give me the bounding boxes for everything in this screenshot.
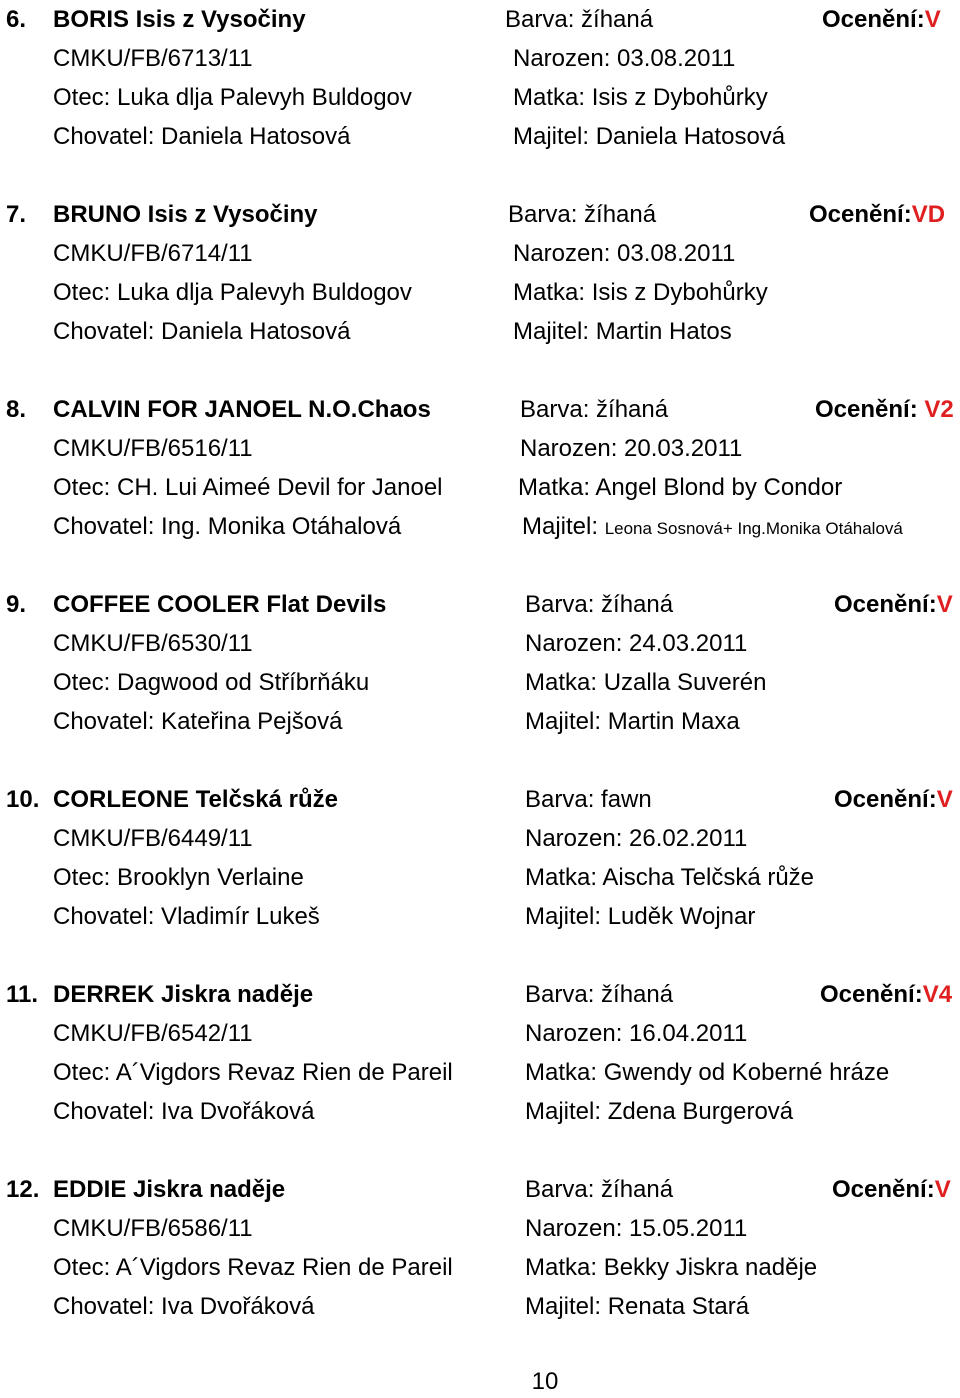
dog-color: Barva: žíhaná bbox=[505, 6, 654, 33]
birth-date: Narozen: 16.04.2011 bbox=[525, 1020, 748, 1047]
owner-label: Majitel: Daniela Hatosová bbox=[513, 123, 786, 150]
breeder: Chovatel: Vladimír Lukeš bbox=[53, 903, 320, 930]
award bbox=[822, 0, 941, 39]
breeder: Chovatel: Kateřina Pejšová bbox=[53, 708, 343, 735]
owner-label: Majitel: Renata Stará bbox=[525, 1293, 750, 1320]
breeder: Chovatel: Daniela Hatosová bbox=[53, 123, 351, 150]
father: Otec: Luka dlja Palevyh Buldogov bbox=[53, 279, 412, 306]
owner-label: Majitel: Luděk Wojnar bbox=[525, 903, 756, 930]
dog-entry-12 bbox=[0, 1170, 960, 1330]
registration-number: CMKU/FB/6714/11 bbox=[53, 240, 253, 267]
award-label: Ocenění: bbox=[809, 201, 912, 228]
birth-date: Narozen: 03.08.2011 bbox=[513, 240, 736, 267]
dog-entry-7 bbox=[0, 195, 960, 355]
mother: Matka: Isis z Dybohůrky bbox=[513, 279, 768, 306]
birth-date: Narozen: 24.03.2011 bbox=[525, 630, 748, 657]
owner bbox=[513, 117, 785, 156]
award bbox=[832, 1170, 951, 1209]
mother: Matka: Gwendy od Koberné hráze bbox=[525, 1059, 890, 1086]
dog-name: COFFEE COOLER Flat Devils bbox=[53, 591, 387, 618]
birth-date: Narozen: 26.02.2011 bbox=[525, 825, 748, 852]
entry-number: 6. bbox=[6, 6, 27, 33]
award-value: V bbox=[924, 6, 941, 33]
entry-number: 10. bbox=[6, 786, 40, 813]
dog-entry-11 bbox=[0, 975, 960, 1135]
owner bbox=[513, 312, 732, 351]
award-value: VD bbox=[911, 201, 946, 228]
award-value: V2 bbox=[924, 396, 954, 423]
owner bbox=[522, 507, 903, 546]
dog-color: Barva: žíhaná bbox=[525, 591, 674, 618]
owner-small: Leona Sosnová+ Ing.Monika Otáhalová bbox=[604, 519, 903, 538]
registration-number: CMKU/FB/6586/11 bbox=[53, 1215, 253, 1242]
award-label: Ocenění: bbox=[815, 396, 925, 423]
birth-date: Narozen: 15.05.2011 bbox=[525, 1215, 748, 1242]
award-value: V bbox=[936, 591, 953, 618]
entry-number: 11. bbox=[6, 981, 39, 1008]
owner bbox=[525, 1092, 793, 1131]
dog-color: Barva: žíhaná bbox=[520, 396, 669, 423]
dog-color: Barva: žíhaná bbox=[525, 1176, 674, 1203]
award bbox=[809, 195, 945, 234]
dog-entry-6 bbox=[0, 0, 960, 160]
mother: Matka: Isis z Dybohůrky bbox=[513, 84, 768, 111]
father: Otec: A´Vigdors Revaz Rien de Pareil bbox=[53, 1254, 453, 1281]
owner-label: Majitel: Martin Maxa bbox=[525, 708, 740, 735]
award-label: Ocenění: bbox=[832, 1176, 935, 1203]
mother: Matka: Uzalla Suverén bbox=[525, 669, 767, 696]
owner bbox=[525, 702, 740, 741]
award bbox=[820, 975, 952, 1014]
registration-number: CMKU/FB/6449/11 bbox=[53, 825, 253, 852]
registration-number: CMKU/FB/6713/11 bbox=[53, 45, 253, 72]
father: Otec: Brooklyn Verlaine bbox=[53, 864, 304, 891]
page-number: 10 bbox=[531, 1368, 559, 1395]
mother: Matka: Bekky Jiskra naděje bbox=[525, 1254, 818, 1281]
entry-number: 9. bbox=[6, 591, 27, 618]
award-label: Ocenění: bbox=[834, 591, 937, 618]
father: Otec: CH. Lui Aimeé Devil for Janoel bbox=[53, 474, 443, 501]
dog-name: BRUNO Isis z Vysočiny bbox=[53, 201, 318, 228]
mother: Matka: Aischa Telčská růže bbox=[525, 864, 815, 891]
award bbox=[834, 585, 953, 624]
award-label: Ocenění: bbox=[834, 786, 937, 813]
dog-name: DERREK Jiskra naděje bbox=[53, 981, 314, 1008]
birth-date: Narozen: 03.08.2011 bbox=[513, 45, 736, 72]
owner bbox=[525, 897, 755, 936]
breeder: Chovatel: Ing. Monika Otáhalová bbox=[53, 513, 402, 540]
mother: Matka: Angel Blond by Condor bbox=[518, 474, 843, 501]
award-value: V bbox=[934, 1176, 951, 1203]
birth-date: Narozen: 20.03.2011 bbox=[520, 435, 743, 462]
owner-label: Majitel: Martin Hatos bbox=[513, 318, 732, 345]
entry-number: 7. bbox=[6, 201, 27, 228]
dog-color: Barva: žíhaná bbox=[508, 201, 657, 228]
registration-number: CMKU/FB/6542/11 bbox=[53, 1020, 253, 1047]
dog-color: Barva: žíhaná bbox=[525, 981, 674, 1008]
father: Otec: A´Vigdors Revaz Rien de Pareil bbox=[53, 1059, 453, 1086]
entry-number: 12. bbox=[6, 1176, 40, 1203]
owner-label: Majitel: bbox=[522, 513, 605, 540]
registration-number: CMKU/FB/6530/11 bbox=[53, 630, 253, 657]
dog-name: BORIS Isis z Vysočiny bbox=[53, 6, 306, 33]
dog-name: CORLEONE Telčská růže bbox=[53, 786, 338, 813]
dog-entry-8 bbox=[0, 390, 960, 550]
dog-entry-9 bbox=[0, 585, 960, 745]
owner-label: Majitel: Zdena Burgerová bbox=[525, 1098, 794, 1125]
breeder: Chovatel: Daniela Hatosová bbox=[53, 318, 351, 345]
father: Otec: Dagwood od Stříbrňáku bbox=[53, 669, 370, 696]
entry-number: 8. bbox=[6, 396, 27, 423]
owner bbox=[525, 1287, 749, 1326]
dog-entry-10 bbox=[0, 780, 960, 940]
award-value: V bbox=[936, 786, 953, 813]
dog-name: CALVIN FOR JANOEL N.O.Chaos bbox=[53, 396, 431, 423]
breeder: Chovatel: Iva Dvořáková bbox=[53, 1293, 315, 1320]
father: Otec: Luka dlja Palevyh Buldogov bbox=[53, 84, 412, 111]
award-value: V4 bbox=[922, 981, 953, 1008]
award-label: Ocenění: bbox=[820, 981, 923, 1008]
dog-name: EDDIE Jiskra naděje bbox=[53, 1176, 286, 1203]
registration-number: CMKU/FB/6516/11 bbox=[53, 435, 253, 462]
dog-color: Barva: fawn bbox=[525, 786, 652, 813]
award bbox=[834, 780, 953, 819]
award bbox=[815, 390, 954, 429]
award-label: Ocenění: bbox=[822, 6, 925, 33]
breeder: Chovatel: Iva Dvořáková bbox=[53, 1098, 315, 1125]
